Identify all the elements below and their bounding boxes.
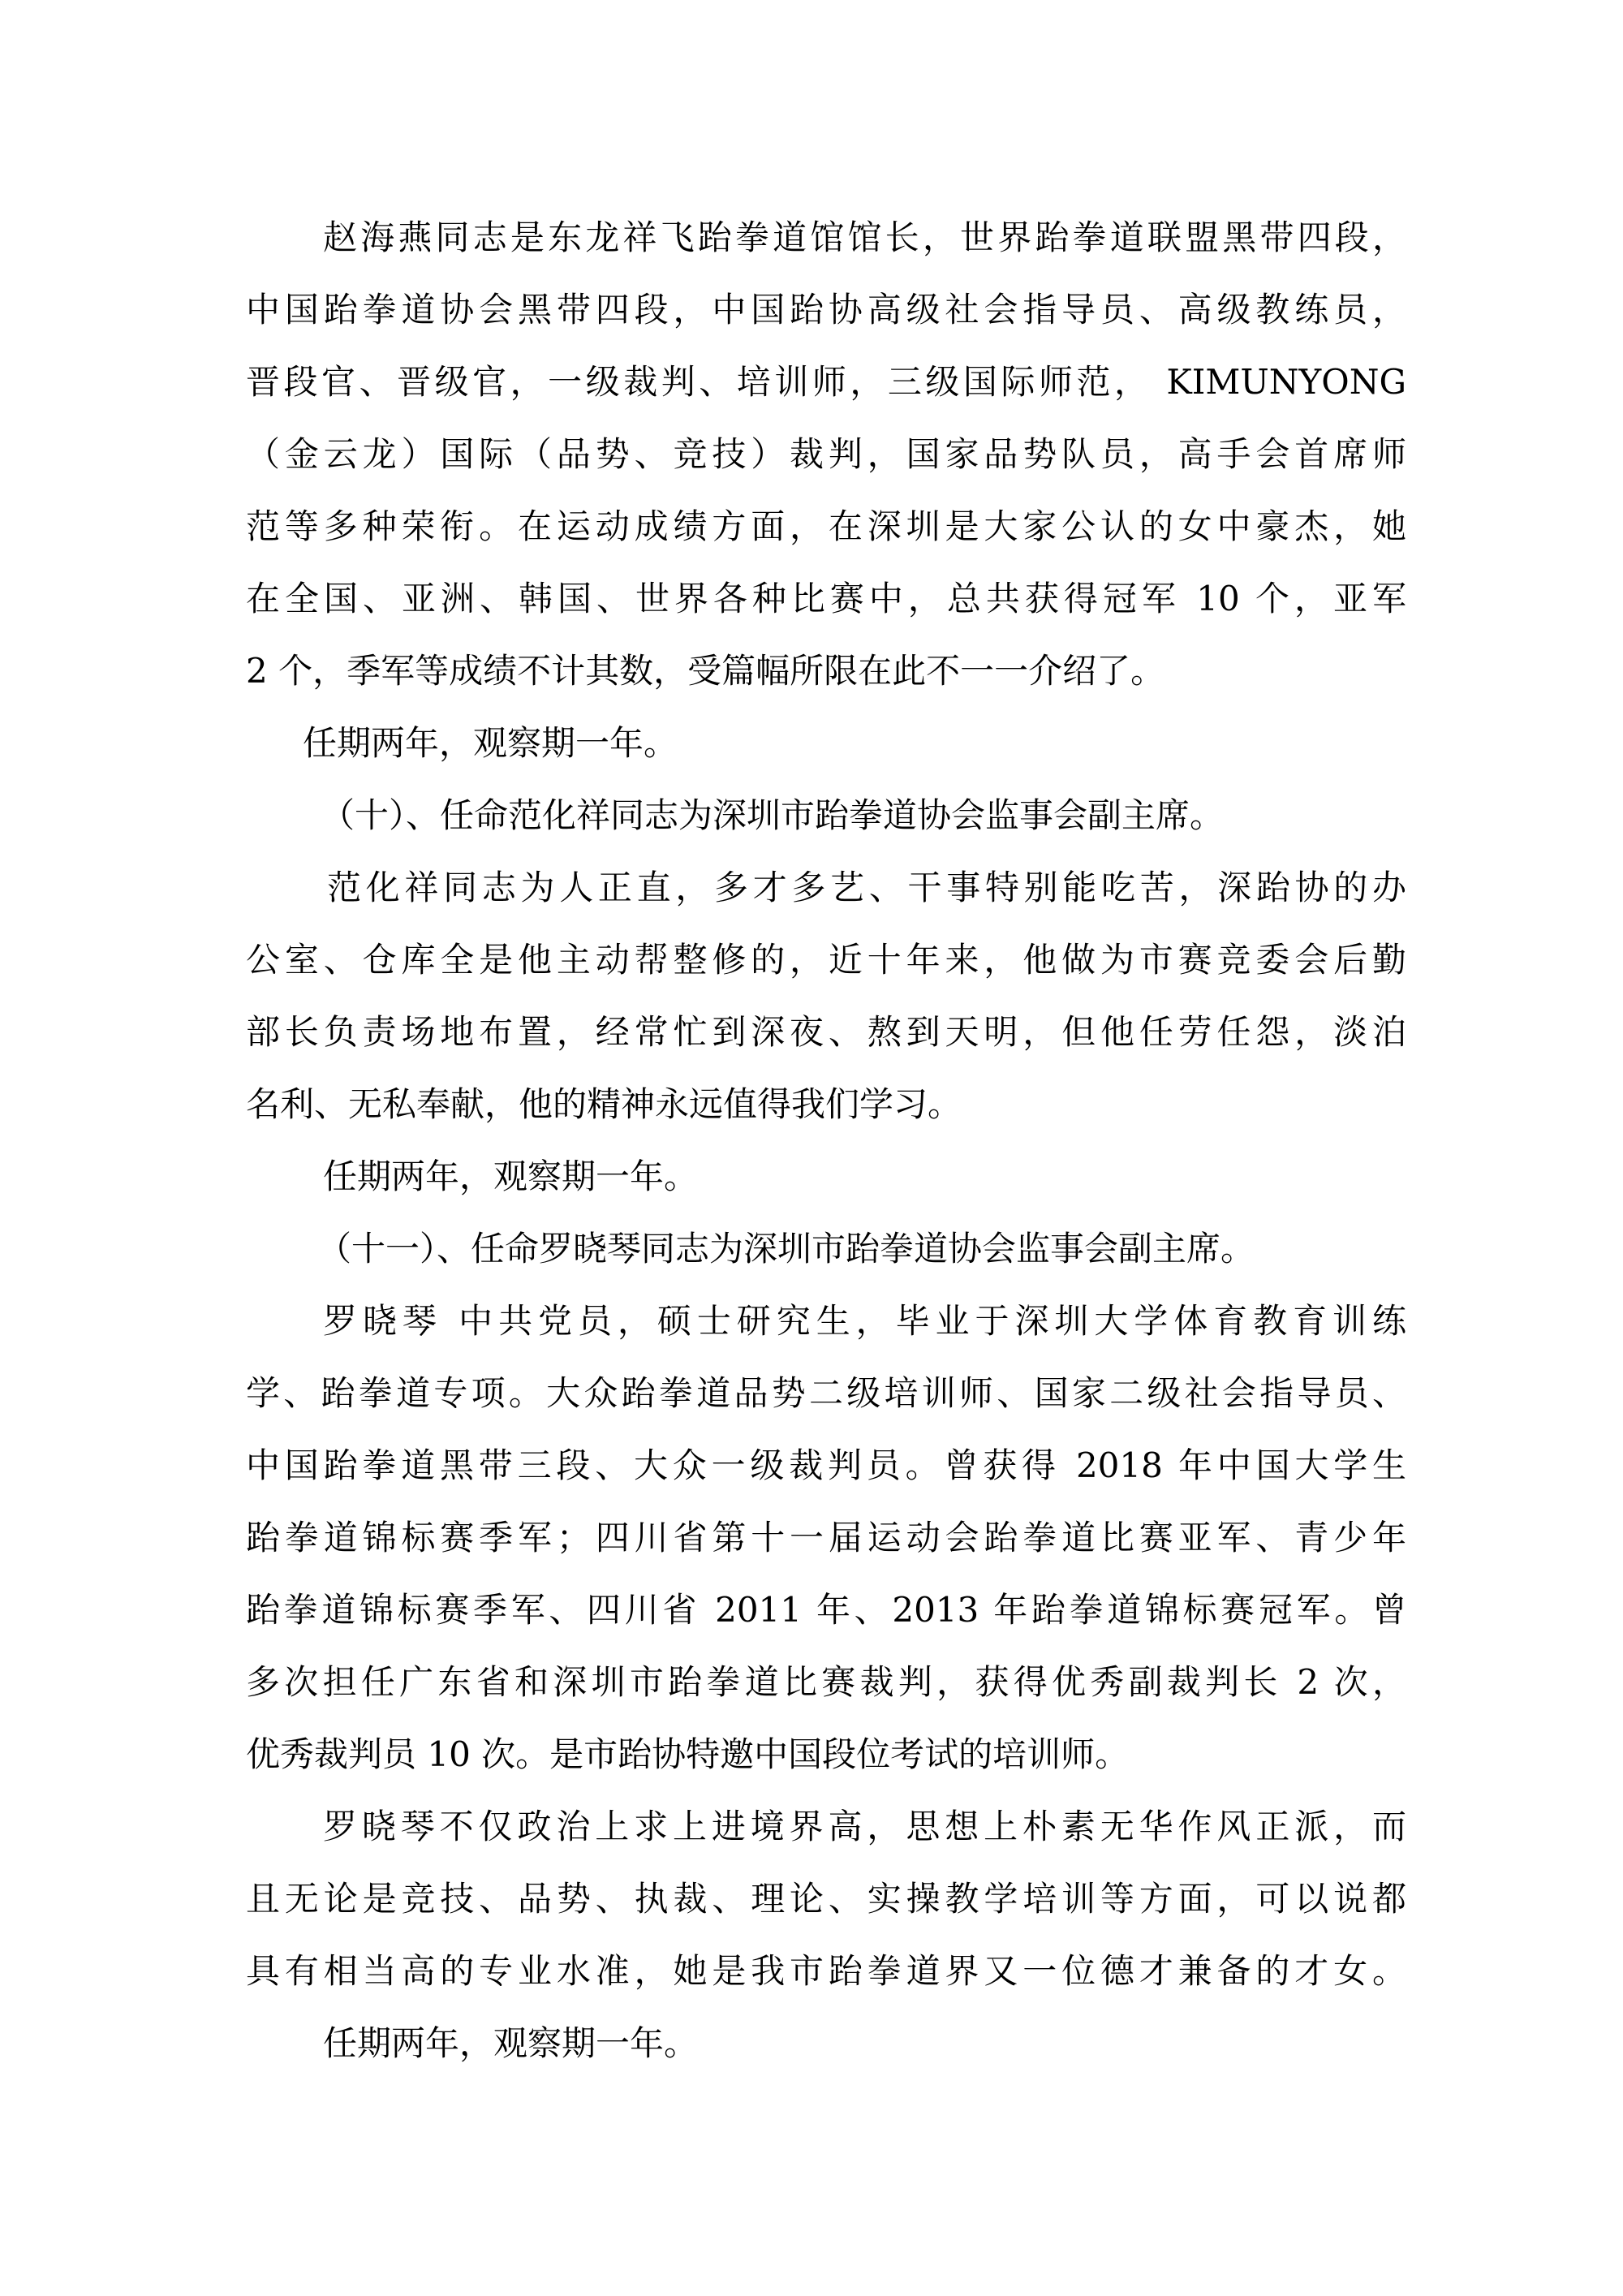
text-line: 优秀裁判员 10 次。是市跆协特邀中国段位考试的培训师。 — [246, 1734, 1130, 1774]
text-line: 罗晓琴 中共党员，硕士研究生，毕业于深圳大学体育教育训练 — [323, 1301, 1406, 1341]
text-line: 中国跆拳道黑带三段、大众一级裁判员。曾获得 2018 年中国大学生 — [246, 1445, 1406, 1485]
text-line: 晋段官、晋级官，一级裁判、培训师，三级国际师范， KIMUNYONG — [246, 362, 1406, 402]
text-line: 范化祥同志为人正直，多才多艺、干事特别能吃苦，深跆协的办 — [327, 868, 1406, 907]
text-line: 名利、无私奉献，他的精神永远值得我们学习。 — [246, 1084, 962, 1124]
section-heading: （十一）、任命罗晓琴同志为深圳市跆拳道协会监事会副主席。 — [317, 1229, 1255, 1269]
text-line: 任期两年，观察期一年。 — [303, 723, 678, 763]
text-line: 任期两年，观察期一年。 — [323, 1157, 699, 1196]
text-line: 在全国、亚洲、韩国、世界各种比赛中，总共获得冠军 10 个，亚军 — [246, 579, 1406, 618]
text-line: （金云龙）国际（品势、竞技）裁判，国家品势队员，高手会首席师 — [246, 434, 1406, 474]
text-line: 且无论是竞技、品势、执裁、理论、实操教学培训等方面，可以说都 — [246, 1879, 1406, 1919]
text-line: 任期两年，观察期一年。 — [323, 2023, 699, 2063]
text-line: 范等多种荣衔。在运动成绩方面，在深圳是大家公认的女中豪杰，她 — [246, 506, 1406, 546]
text-line: 学、跆拳道专项。大众跆拳道品势二级培训师、国家二级社会指导员、 — [246, 1373, 1406, 1413]
text-line: 多次担任广东省和深圳市跆拳道比赛裁判，获得优秀副裁判长 2 次， — [246, 1662, 1406, 1702]
text-line: 赵海燕同志是东龙祥飞跆拳道馆馆长，世界跆拳道联盟黑带四段， — [323, 218, 1406, 257]
text-line: 中国跆拳道协会黑带四段，中国跆协高级社会指导员、高级教练员， — [246, 290, 1406, 330]
text-line: 罗晓琴不仅政治上求上进境界高，思想上朴素无华作风正派，而 — [323, 1807, 1406, 1846]
text-line: 公室、仓库全是他主动帮整修的，近十年来，他做为市赛竞委会后勤 — [246, 940, 1406, 980]
text-line: 部长负责场地布置，经常忙到深夜、熬到天明，但他任劳任怨，淡泊 — [246, 1012, 1406, 1052]
text-line: 2 个，季军等成绩不计其数，受篇幅所限在此不一一介绍了。 — [246, 651, 1165, 691]
text-line: 跆拳道锦标赛季军；四川省第十一届运动会跆拳道比赛亚军、青少年 — [246, 1518, 1406, 1557]
text-line: 跆拳道锦标赛季军、四川省 2011 年、2013 年跆拳道锦标赛冠军。曾 — [246, 1590, 1406, 1630]
document-body — [246, 201, 1406, 2079]
section-heading: （十）、任命范化祥同志为深圳市跆拳道协会监事会副主席。 — [321, 795, 1225, 835]
text-line: 具有相当高的专业水准，她是我市跆拳道界又一位德才兼备的才女。 — [246, 1951, 1406, 1991]
